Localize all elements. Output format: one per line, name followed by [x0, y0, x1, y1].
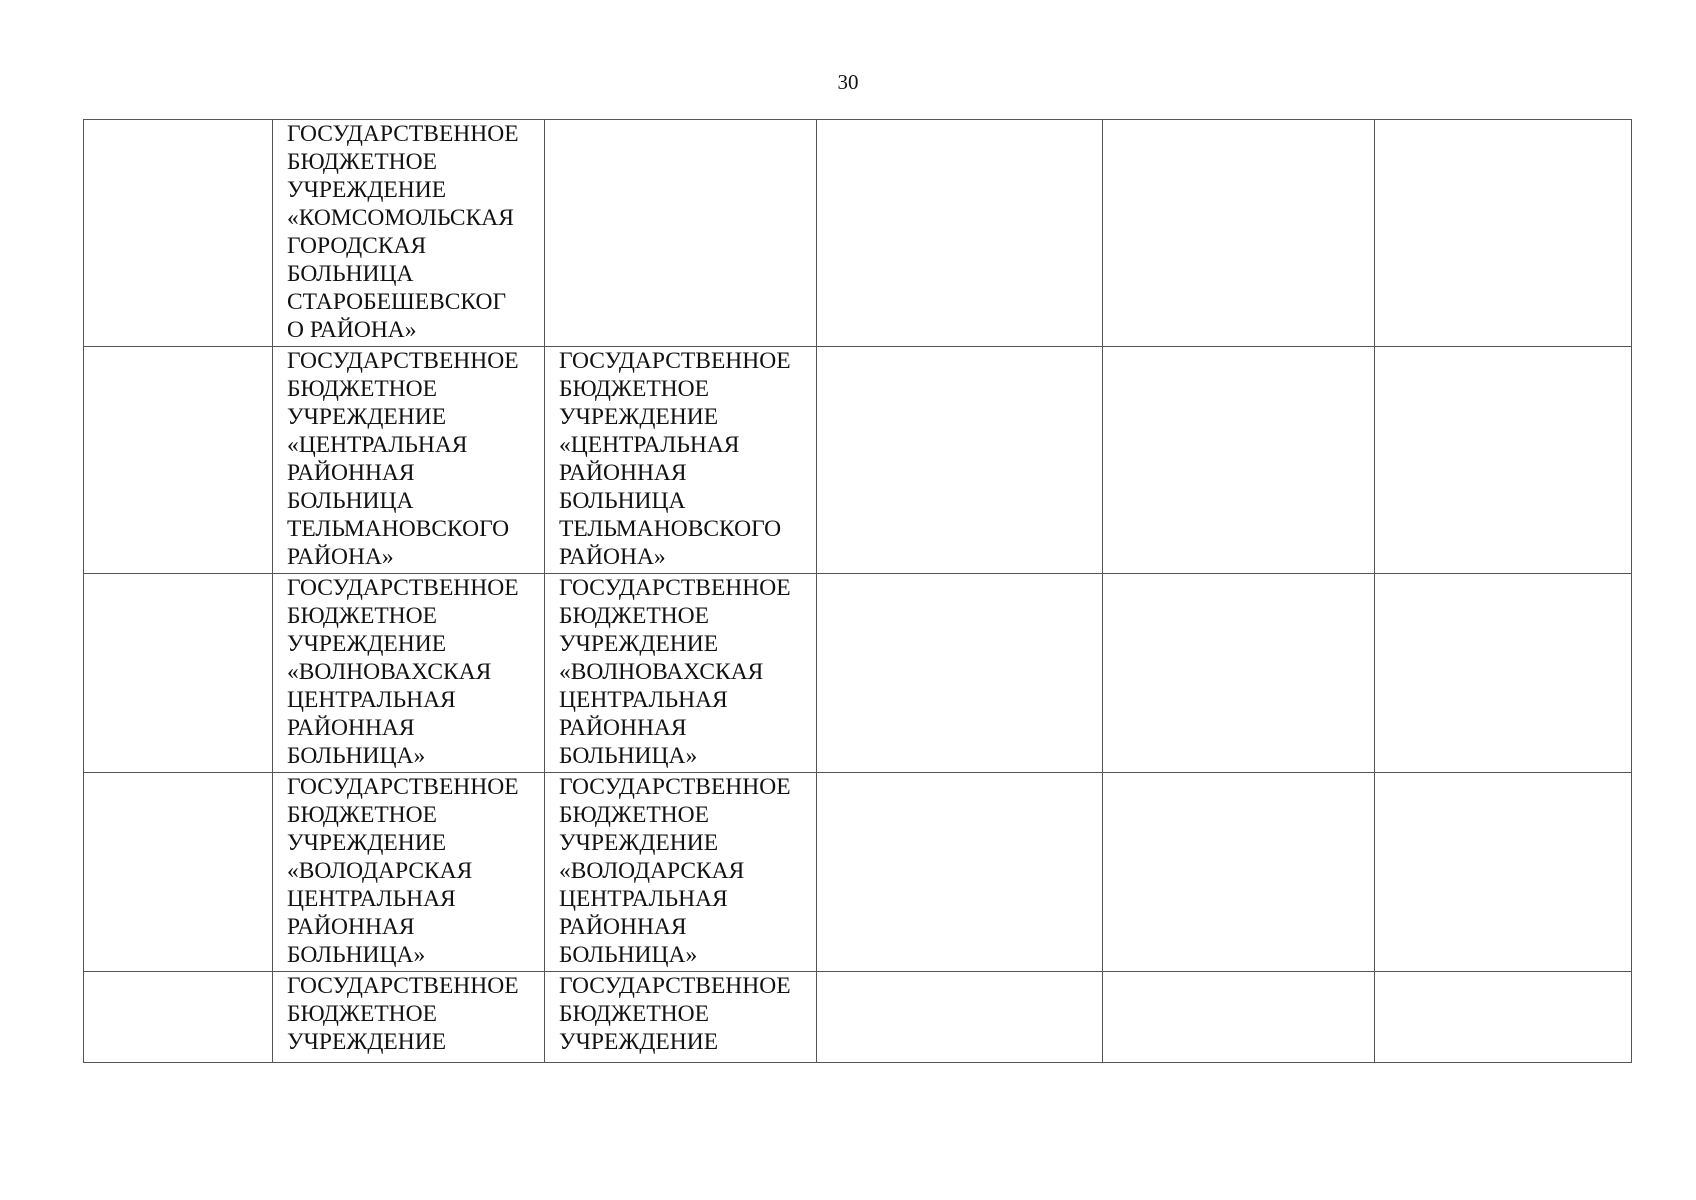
table-row	[84, 574, 1632, 773]
table-cell: ГОСУДАРСТВЕННОЕ БЮДЖЕТНОЕ УЧРЕЖДЕНИЕ «ВОЛОДАРСКАЯ ЦЕНТРАЛЬНАЯ РАЙОННАЯ БОЛЬНИЦА»	[545, 773, 817, 972]
table-cell	[817, 347, 1103, 574]
table-cell: ГОСУДАРСТВЕННОЕ БЮДЖЕТНОЕ УЧРЕЖДЕНИЕ «КОМСОМОЛЬСКАЯ ГОРОДСКАЯ БОЛЬНИЦА СТАРОБЕШЕВСКОГ О РАЙОНА»	[273, 120, 545, 347]
table-cell: ГОСУДАРСТВЕННОЕ БЮДЖЕТНОЕ УЧРЕЖДЕНИЕ	[545, 972, 817, 1063]
table-cell	[84, 120, 273, 347]
table-cell	[1375, 972, 1632, 1063]
table-cell: ГОСУДАРСТВЕННОЕ БЮДЖЕТНОЕ УЧРЕЖДЕНИЕ «ВОЛНОВАХСКАЯ ЦЕНТРАЛЬНАЯ РАЙОННАЯ БОЛЬНИЦА»	[545, 574, 817, 773]
table-cell	[1103, 972, 1375, 1063]
table-cell	[817, 120, 1103, 347]
table-row	[84, 120, 1632, 347]
table-cell	[84, 773, 273, 972]
table-cell	[1103, 773, 1375, 972]
table-cell: ГОСУДАРСТВЕННОЕ БЮДЖЕТНОЕ УЧРЕЖДЕНИЕ «ВОЛОДАРСКАЯ ЦЕНТРАЛЬНАЯ РАЙОННАЯ БОЛЬНИЦА»	[273, 773, 545, 972]
table-cell	[545, 120, 817, 347]
table-cell: ГОСУДАРСТВЕННОЕ БЮДЖЕТНОЕ УЧРЕЖДЕНИЕ «ВОЛНОВАХСКАЯ ЦЕНТРАЛЬНАЯ РАЙОННАЯ БОЛЬНИЦА»	[273, 574, 545, 773]
table-cell	[817, 574, 1103, 773]
table-cell: ГОСУДАРСТВЕННОЕ БЮДЖЕТНОЕ УЧРЕЖДЕНИЕ «ЦЕНТРАЛЬНАЯ РАЙОННАЯ БОЛЬНИЦА ТЕЛЬМАНОВСКОГО РАЙОНА»	[545, 347, 817, 574]
table-cell	[817, 972, 1103, 1063]
table-cell: ГОСУДАРСТВЕННОЕ БЮДЖЕТНОЕ УЧРЕЖДЕНИЕ	[273, 972, 545, 1063]
table-cell	[1103, 120, 1375, 347]
table-cell	[1375, 773, 1632, 972]
table-cell	[84, 574, 273, 773]
table-cell	[1103, 574, 1375, 773]
table-cell: ГОСУДАРСТВЕННОЕ БЮДЖЕТНОЕ УЧРЕЖДЕНИЕ «ЦЕНТРАЛЬНАЯ РАЙОННАЯ БОЛЬНИЦА ТЕЛЬМАНОВСКОГО РАЙОНА»	[273, 347, 545, 574]
table-cell	[1375, 120, 1632, 347]
table-cell	[84, 347, 273, 574]
table-row	[84, 773, 1632, 972]
table-cell	[817, 773, 1103, 972]
table-row	[84, 347, 1632, 574]
table-cell	[1103, 347, 1375, 574]
table-row	[84, 972, 1632, 1063]
table-cell	[1375, 574, 1632, 773]
institutions-table	[83, 119, 1632, 1063]
page-number: 30	[837, 70, 859, 94]
table-cell	[1375, 347, 1632, 574]
table-cell	[84, 972, 273, 1063]
